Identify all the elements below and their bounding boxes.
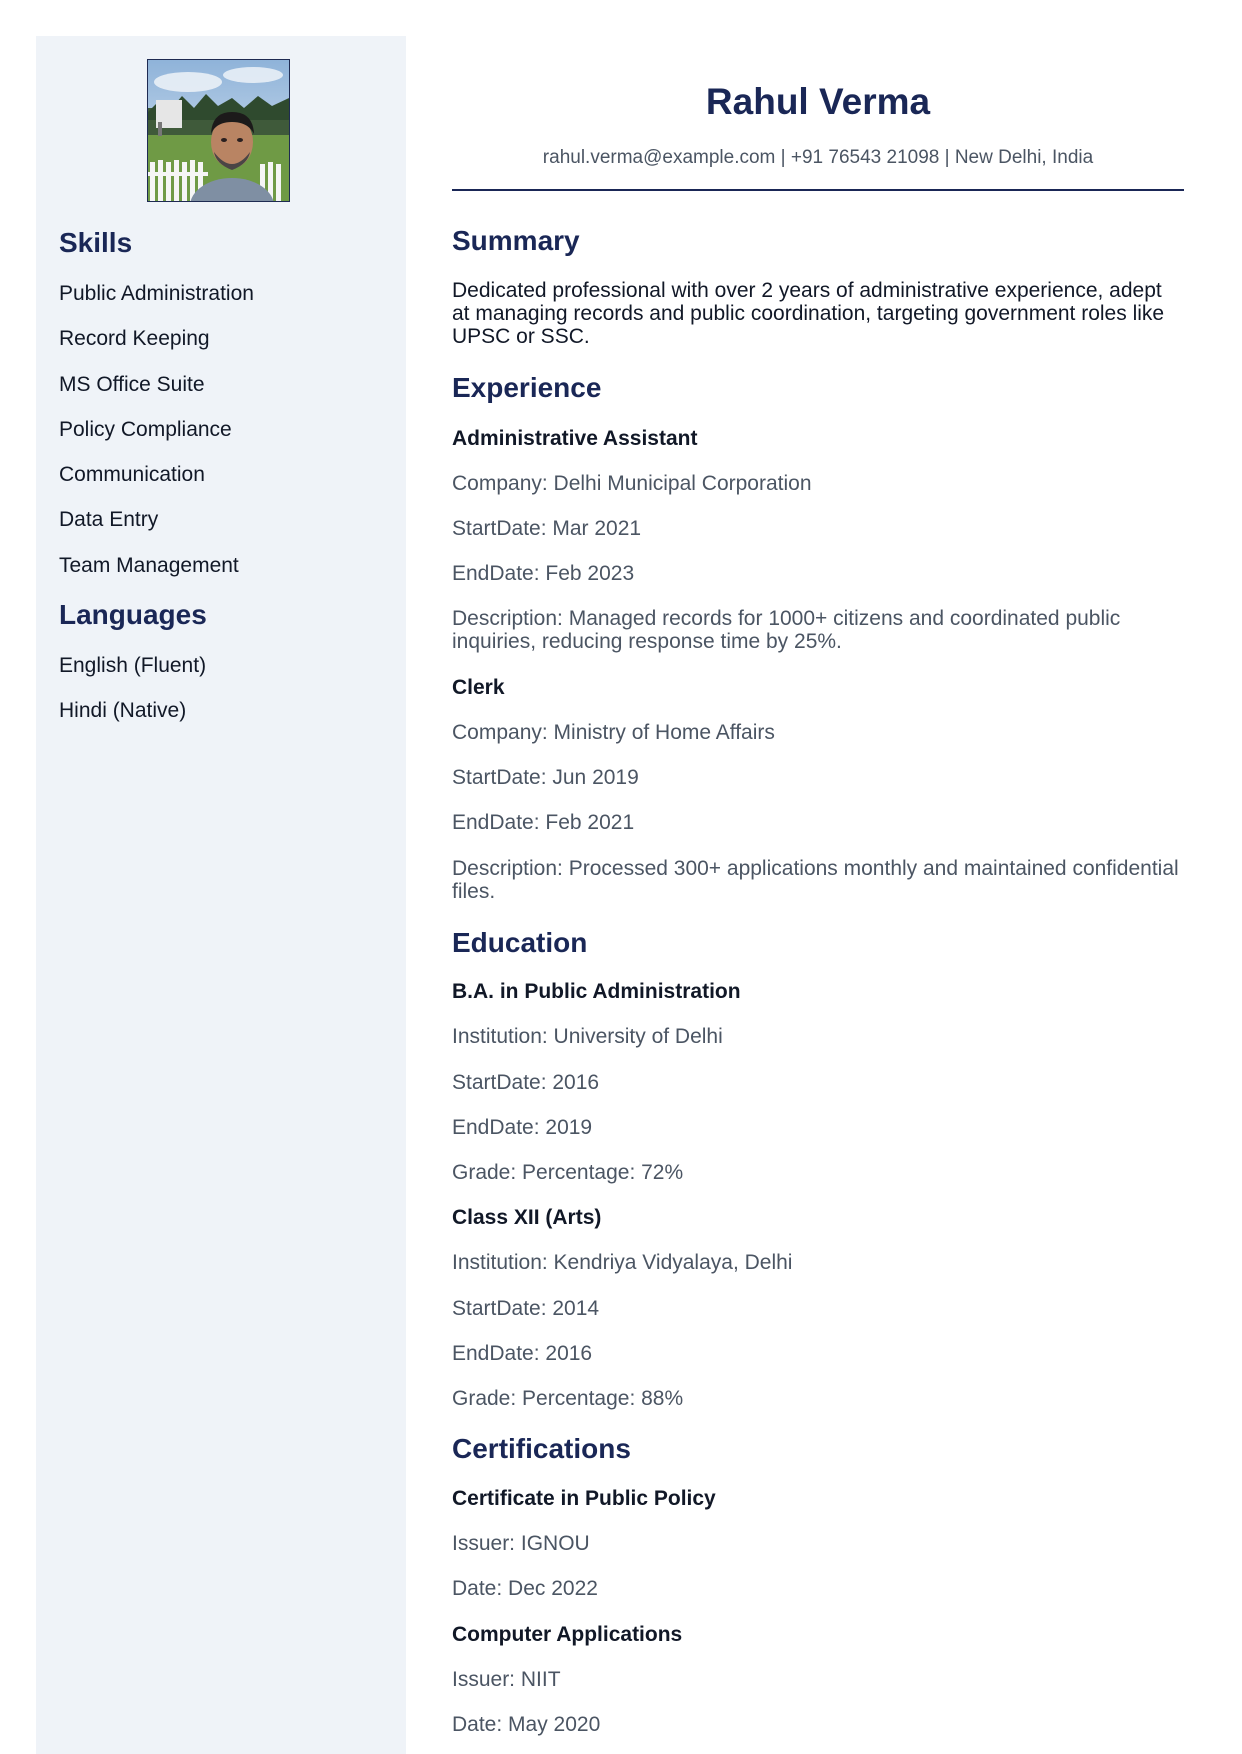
languages-list (59, 654, 206, 745)
certification-title: Certificate in Public Policy (452, 1487, 716, 1510)
candidate-name: Rahul Verma (705, 81, 931, 122)
experience-title: Clerk (452, 676, 505, 699)
experience-start: StartDate: Jun 2019 (452, 766, 639, 789)
experience-title: Administrative Assistant (452, 427, 698, 450)
experience-heading: Experience (452, 372, 602, 403)
experience-company: Company: Ministry of Home Affairs (452, 721, 775, 744)
skill-item: Data Entry (59, 508, 159, 532)
education-start: StartDate: 2014 (452, 1297, 600, 1320)
profile-photo (147, 59, 290, 202)
skills-list (59, 282, 254, 599)
languages-heading: Languages (59, 599, 207, 630)
skill-item: Public Administration (59, 282, 254, 305)
education-grade: Grade: Percentage: 88% (452, 1387, 684, 1410)
summary-heading: Summary (452, 225, 580, 256)
skill-item: Record Keeping (59, 327, 210, 351)
experience-start: StartDate: Mar 2021 (452, 517, 642, 540)
certifications-heading: Certifications (452, 1433, 631, 1464)
contact-line: rahul.verma@example.com | +91 76543 21098 | New Delhi, India (542, 147, 1094, 168)
header-divider (452, 189, 1184, 191)
summary-text: Dedicated professional with over 2 years of administrative experience, adept at managing records and public coordination, targeting government roles like UPSC or SSC. (452, 279, 1165, 348)
education-start: StartDate: 2016 (452, 1071, 600, 1094)
experience-end: EndDate: Feb 2021 (452, 811, 635, 834)
education-end: EndDate: 2019 (452, 1116, 593, 1139)
education-institution: Institution: University of Delhi (452, 1025, 723, 1048)
experience-end: EndDate: Feb 2023 (452, 562, 635, 585)
certification-date: Date: May 2020 (452, 1713, 601, 1736)
certification-issuer: Issuer: IGNOU (452, 1532, 590, 1555)
certification-title: Computer Applications (452, 1623, 683, 1646)
language-item: Hindi (Native) (59, 699, 187, 723)
certification-issuer: Issuer: NIIT (452, 1668, 561, 1691)
education-end: EndDate: 2016 (452, 1342, 593, 1365)
education-institution: Institution: Kendriya Vidyalaya, Delhi (452, 1251, 793, 1274)
skill-item: MS Office Suite (59, 372, 205, 396)
language-item: English (Fluent) (59, 654, 207, 677)
experience-description: Description: Managed records for 1000+ citizens and coordinated public inquiries, reducing response time by 25%. (452, 607, 1121, 653)
skills-heading: Skills (59, 227, 133, 258)
sidebar (36, 36, 406, 1754)
experience-company: Company: Delhi Municipal Corporation (452, 472, 812, 495)
certification-date: Date: Dec 2022 (452, 1577, 598, 1600)
education-title: B.A. in Public Administration (452, 980, 741, 1003)
skill-item: Policy Compliance (59, 417, 232, 441)
education-heading: Education (452, 927, 588, 958)
experience-description: Description: Processed 300+ applications monthly and maintained confidential files. (452, 857, 1179, 903)
skill-item: Team Management (59, 553, 239, 577)
education-grade: Grade: Percentage: 72% (452, 1161, 684, 1184)
skill-item: Communication (59, 463, 205, 487)
education-title: Class XII (Arts) (452, 1206, 602, 1229)
